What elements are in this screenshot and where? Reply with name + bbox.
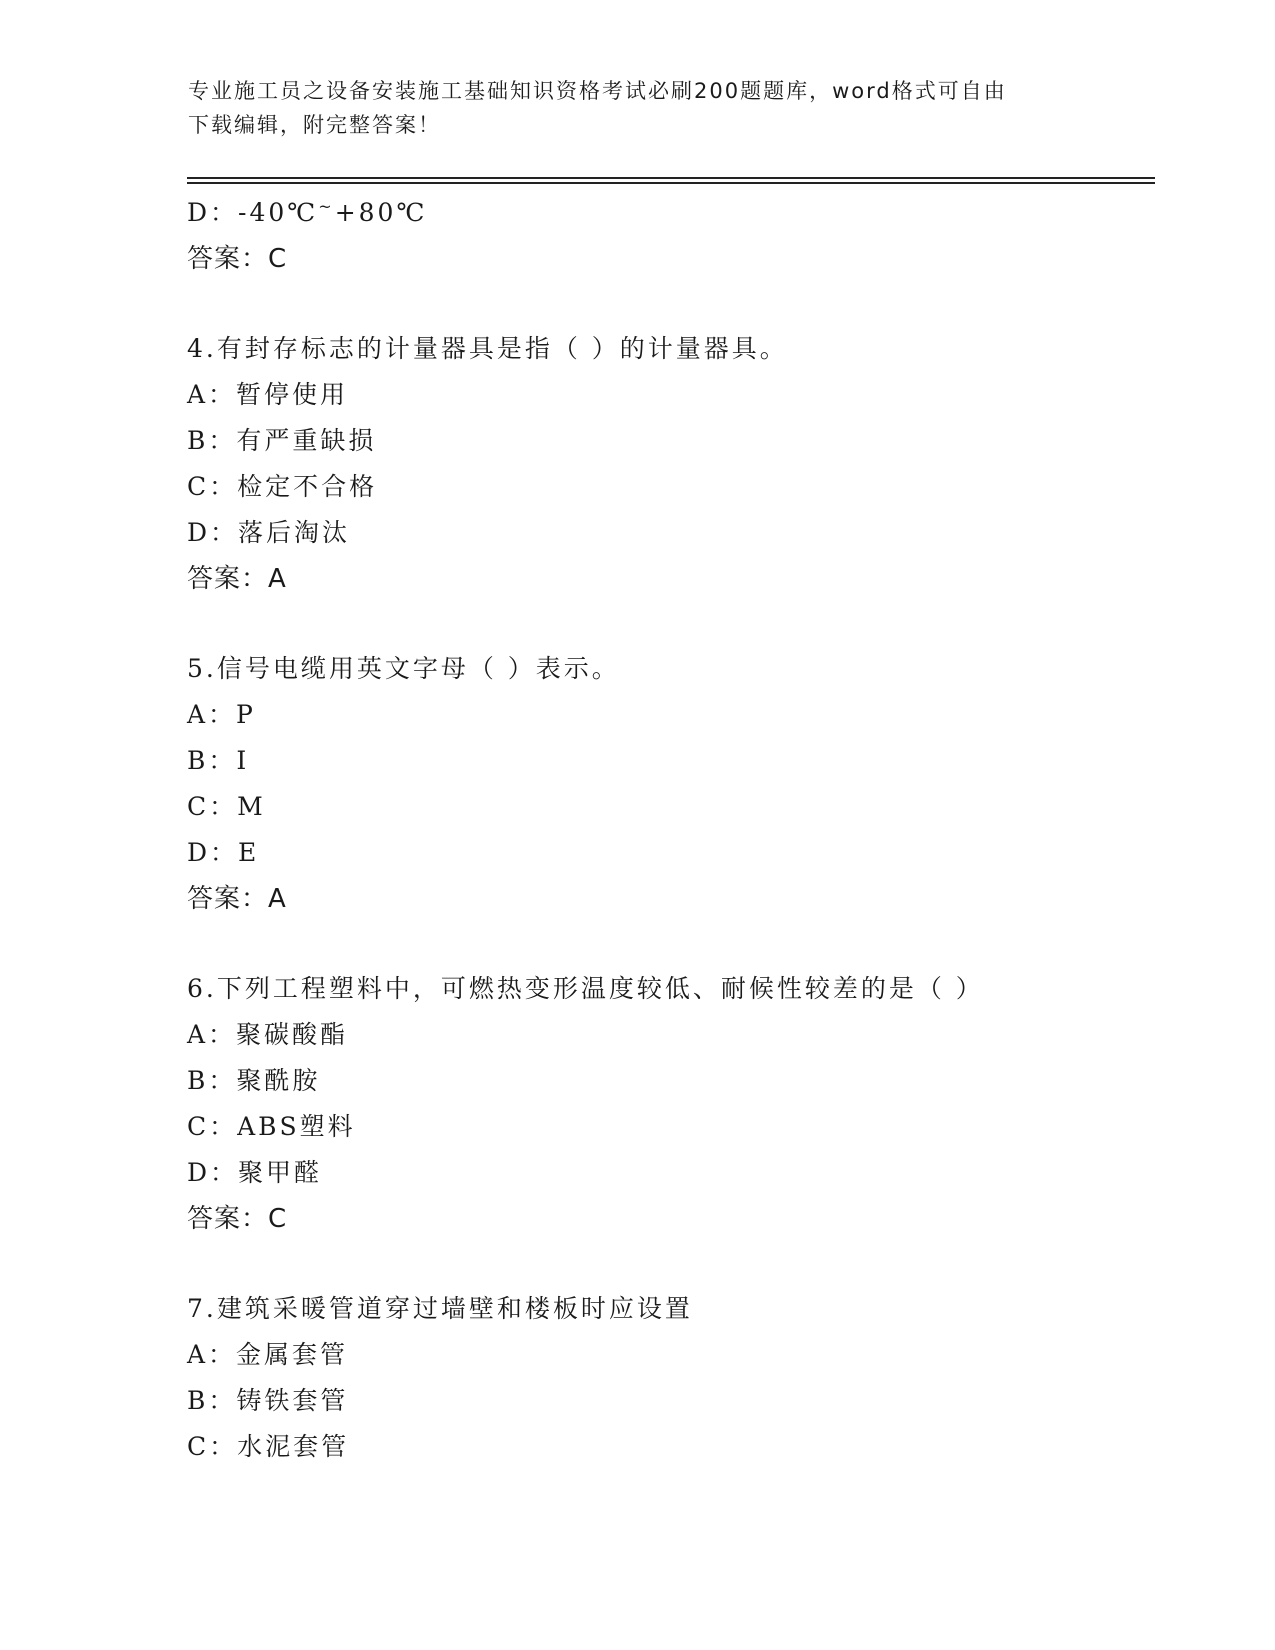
option-a: A：金属套管 xyxy=(187,1340,349,1369)
question-title: 6.下列工程塑料中，可燃热变形温度较低、耐候性较差的是（ ） xyxy=(187,974,984,1003)
option-a: A：暂停使用 xyxy=(187,380,349,409)
option-d: D：聚甲醛 xyxy=(187,1158,323,1187)
option-b: B：聚酰胺 xyxy=(187,1066,321,1095)
question-title: 7.建筑采暖管道穿过墙壁和楼板时应设置 xyxy=(187,1294,693,1323)
option-d-part2: +80℃ xyxy=(334,198,428,227)
option-d-prefix: D： xyxy=(187,198,239,227)
option-c: C：M xyxy=(187,792,266,821)
option-b: B：铸铁套管 xyxy=(187,1386,349,1415)
document-header xyxy=(188,74,1068,142)
option-d-part1: -40℃ xyxy=(238,198,319,227)
question-5 xyxy=(187,646,1155,922)
option-d xyxy=(187,190,1155,236)
option-d-tilde: ~ xyxy=(318,197,335,216)
answer-line: 答案：A xyxy=(187,564,287,594)
option-d: D：E xyxy=(187,838,260,867)
answer-line: 答案：A xyxy=(187,884,287,914)
option-c: C：ABS塑料 xyxy=(187,1112,356,1141)
question-title: 5.信号电缆用英文字母（ ）表示。 xyxy=(187,654,620,683)
answer-line: 答案：C xyxy=(187,244,288,274)
option-c: C：水泥套管 xyxy=(187,1432,350,1461)
option-a: A：P xyxy=(187,700,256,729)
option-c: C：检定不合格 xyxy=(187,472,378,501)
question-6 xyxy=(187,966,1155,1242)
option-d: D：落后淘汰 xyxy=(187,518,351,547)
option-b: B：I xyxy=(187,746,250,775)
question-title: 4.有封存标志的计量器具是指（ ）的计量器具。 xyxy=(187,334,788,363)
question-list xyxy=(187,190,1155,1470)
header-line-1: 专业施工员之设备安装施工基础知识资格考试必刷200题题库，word格式可自由 xyxy=(188,79,1007,103)
question-3-continued xyxy=(187,190,1155,282)
header-line-2: 下载编辑，附完整答案！ xyxy=(188,113,441,137)
question-4 xyxy=(187,326,1155,602)
answer-line: 答案：C xyxy=(187,1204,288,1234)
header-divider-top xyxy=(187,177,1155,179)
option-a: A：聚碳酸酯 xyxy=(187,1020,349,1049)
option-b: B：有严重缺损 xyxy=(187,426,377,455)
header-divider-bottom xyxy=(187,182,1155,184)
question-7 xyxy=(187,1286,1155,1470)
